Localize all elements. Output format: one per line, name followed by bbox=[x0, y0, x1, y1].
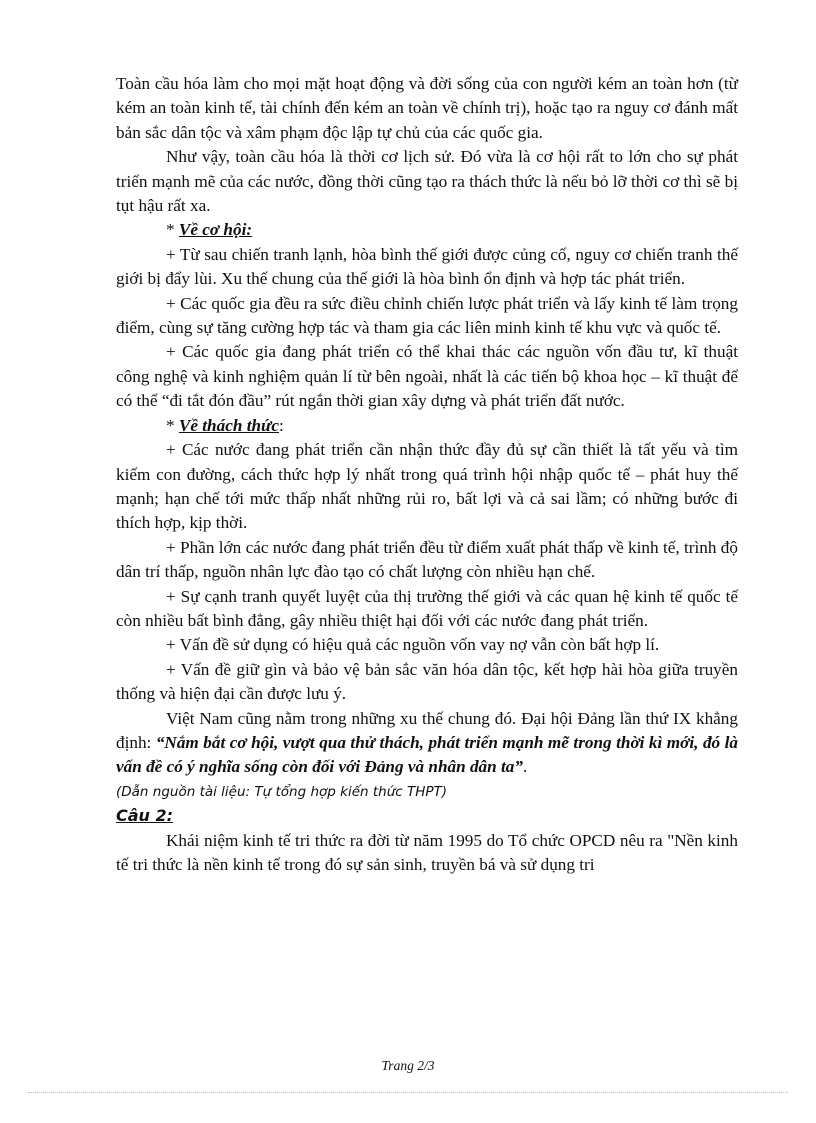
challenge-item: + Sự cạnh tranh quyết luyệt của thị trường thế giới và các quan hệ kinh tế quốc tế còn nhiều bất bình đẳng, gây nhiều thiệt hại đối với các nước đang phát triển. bbox=[116, 586, 738, 630]
document-body bbox=[116, 72, 738, 877]
paragraph-intro: Toàn cầu hóa làm cho mọi mặt hoạt động và đời sống của con người kém an toàn hơn (từ kém an toàn kinh tế, tài chính đến kém an toàn về chính trị), hoặc tạo ra nguy cơ đánh mất bản sắc dân tộc và xâm phạm độc lập tự chủ của các quốc gia. bbox=[116, 74, 738, 142]
challenges-heading-text: Về thách thức bbox=[178, 415, 279, 435]
opportunities-heading bbox=[116, 218, 738, 242]
page-bottom-divider bbox=[28, 1092, 788, 1093]
opportunities-heading-text: Về cơ hội: bbox=[178, 220, 253, 240]
period: . bbox=[522, 757, 528, 777]
question-2-heading: Câu 2: bbox=[116, 806, 174, 826]
opportunity-item: + Các quốc gia đang phát triển có thể khai thác các nguồn vốn đầu tư, kĩ thuật công nghệ và kinh nghiệm quản lí từ bên ngoài, nhất là các tiến bộ khoa học – kĩ thuật để có thể “đi tắt đón đầu” rút ngắn thời gian xây dựng và phát triển đất nước. bbox=[116, 342, 738, 411]
paragraph-summary: Như vậy, toàn cầu hóa là thời cơ lịch sử. Đó vừa là cơ hội rất to lớn cho sự phát triển mạnh mẽ của các nước, đồng thời cũng tạo ra thách thức là nếu bỏ lỡ thời cơ thì sẽ bị tụt hậu rất xa. bbox=[116, 147, 738, 216]
vietnam-intro: Việt Nam cũng nằm trong những xu thế chung đó. Đại hội Đảng lần thứ IX khẳng định: bbox=[116, 708, 738, 752]
opportunity-item: + Các quốc gia đều ra sức điều chỉnh chiến lược phát triển và lấy kinh tế làm trọng điểm, cùng sự tăng cường hợp tác và tham gia các liên minh kinh tế khu vực và quốc tế. bbox=[116, 293, 738, 338]
party-quote: “Nắm bắt cơ hội, vượt qua thử thách, phát triển mạnh mẽ trong thời kì mới, đó là vấn đề có ý nghĩa sống còn đối với Đảng và nhân dân ta” bbox=[116, 732, 738, 777]
bullet-star: * bbox=[166, 415, 179, 435]
challenges-heading bbox=[116, 414, 738, 438]
challenge-item: + Phần lớn các nước đang phát triển đều từ điểm xuất phát thấp về kinh tế, trình độ dân trí thấp, nguồn nhân lực đào tạo có chất lượng còn nhiều hạn chế. bbox=[116, 537, 738, 582]
vietnam-paragraph bbox=[116, 707, 738, 780]
source-citation: (Dẫn nguồn tài liệu: Tự tổng hợp kiến thức THPT) bbox=[116, 783, 448, 800]
opportunity-item: + Từ sau chiến tranh lạnh, hòa bình thế giới được củng cố, nguy cơ chiến tranh thế giới bị đẩy lùi. Xu thế chung của thế giới là hòa bình ổn định và hợp tác phát triển. bbox=[116, 244, 738, 289]
question-2-text: Khái niệm kinh tế tri thức ra đời từ năm 1995 do Tổ chức OPCD nêu ra "Nền kinh tế tri thức là nền kinh tế trong đó sự sản sinh, truyền bá và sử dụng tri bbox=[116, 830, 738, 874]
page-number: Trang 2/3 bbox=[381, 1058, 435, 1073]
bullet-star: * bbox=[166, 220, 179, 240]
colon: : bbox=[278, 415, 284, 435]
challenge-item: + Vấn đề giữ gìn và bảo vệ bản sắc văn hóa dân tộc, kết hợp hài hòa giữa truyền thống và hiện đại cần được lưu ý. bbox=[116, 659, 738, 704]
challenge-item: + Các nước đang phát triển cần nhận thức đầy đủ sự cần thiết là tất yếu và tìm kiếm con đường, cách thức hợp lý nhất trong quá trình hội nhập quốc tế – phát huy thế mạnh; hạn chế tới mức thấp nhất những rủi ro, bất lợi và cả sai lầm; có những bước đi thích hợp, kịp thời. bbox=[116, 440, 738, 533]
challenge-item: + Vấn đề sử dụng có hiệu quả các nguồn vốn vay nợ vẫn còn bất hợp lí. bbox=[166, 635, 660, 655]
